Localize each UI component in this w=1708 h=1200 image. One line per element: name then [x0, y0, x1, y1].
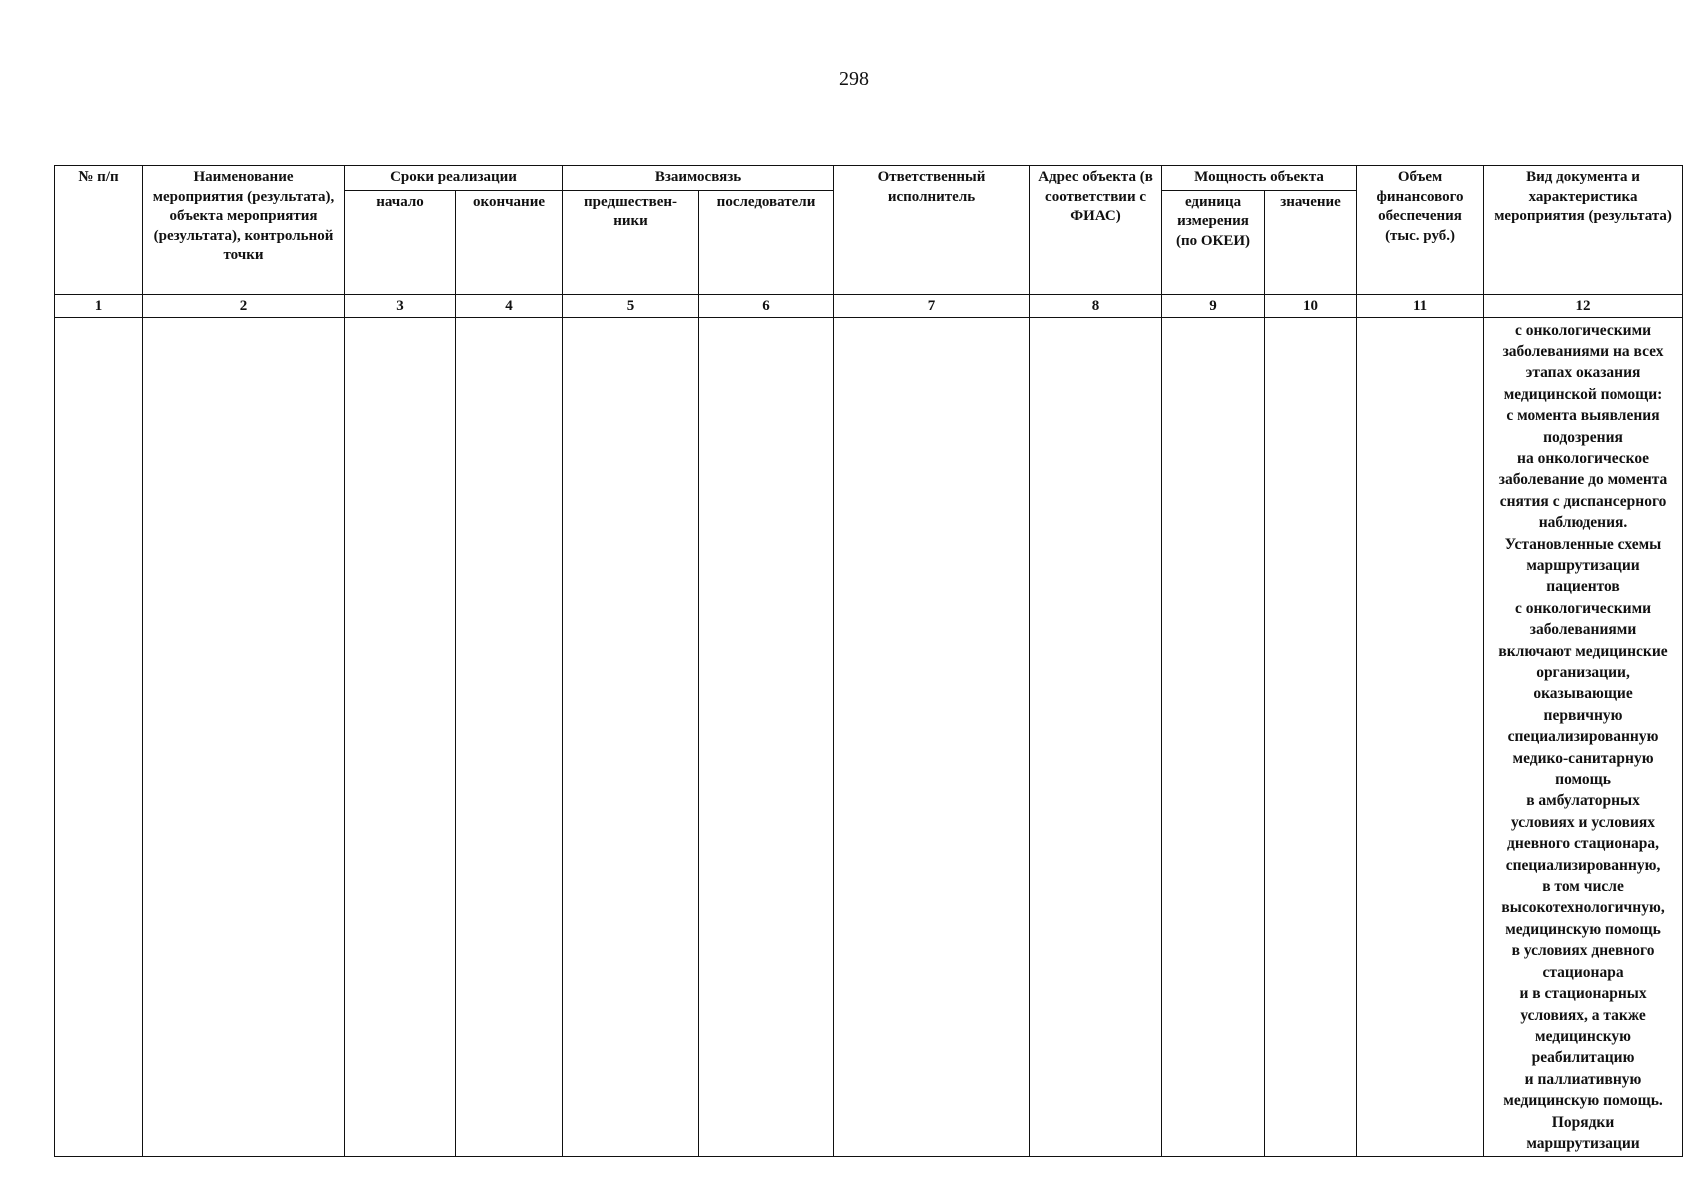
header-funding: Объем финансового обеспечения (тыс. руб.): [1357, 166, 1484, 295]
doc-line: специализированную: [1507, 728, 1659, 746]
doc-line: медико-санитарную: [1512, 749, 1654, 767]
header-terms: Сроки реализации: [345, 166, 563, 191]
header-capacity: Мощность объекта: [1162, 166, 1357, 191]
column-number: 3: [345, 294, 456, 317]
doc-line: условиях и условиях: [1511, 813, 1656, 831]
header-address: Адрес объекта (в соответствии с ФИАС): [1030, 166, 1162, 295]
doc-line: в условиях дневного: [1511, 942, 1655, 960]
doc-line: оказывающие: [1533, 685, 1633, 703]
doc-line: этапах оказания: [1525, 364, 1641, 382]
doc-line: медицинскую помощь.: [1503, 1092, 1663, 1110]
header-start: начало: [345, 190, 456, 294]
page-number: 298: [839, 68, 869, 90]
column-number: 10: [1265, 294, 1357, 317]
doc-line: высокотехнологичную,: [1501, 899, 1665, 917]
doc-line: с момента выявления: [1506, 407, 1660, 425]
header-value: значение: [1265, 190, 1357, 294]
doc-line: Установленные схемы: [1504, 535, 1662, 553]
doc-line: маршрутизации: [1526, 1134, 1640, 1152]
doc-line: наблюдения.: [1538, 514, 1628, 532]
doc-line: медицинской помощи:: [1503, 385, 1663, 403]
header-number: № п/п: [55, 166, 143, 295]
doc-line: пациентов: [1546, 578, 1620, 596]
cell-address: [1030, 317, 1162, 1157]
header-end: окончание: [456, 190, 563, 294]
doc-line: маршрутизации: [1526, 556, 1640, 574]
cell-start: [345, 317, 456, 1157]
column-number: 1: [55, 294, 143, 317]
doc-line: медицинскую помощь: [1505, 920, 1661, 938]
doc-line: и паллиативную: [1524, 1070, 1642, 1088]
cell-end: [456, 317, 563, 1157]
column-number: 5: [563, 294, 699, 317]
doc-line: заболеваниями: [1529, 621, 1637, 639]
doc-line: первичную: [1543, 706, 1623, 724]
column-number: 11: [1357, 294, 1484, 317]
header-responsible: Ответственный исполнитель: [834, 166, 1030, 295]
doc-line: заболеваниями на всех: [1502, 342, 1664, 360]
doc-line: специализированную,: [1505, 856, 1661, 874]
doc-line: дневного стационара,: [1507, 835, 1659, 853]
cell-responsible: [834, 317, 1030, 1157]
cell-predecessors: [563, 317, 699, 1157]
header-name: Наименование мероприятия (результата), объекта мероприятия (результата), контрольной точки: [143, 166, 345, 295]
doc-line: снятия с диспансерного: [1499, 492, 1667, 510]
cell-doc-description: [1484, 317, 1683, 1157]
cell-number: [55, 317, 143, 1157]
column-number: 7: [834, 294, 1030, 317]
doc-line: с онкологическими: [1514, 321, 1652, 339]
doc-line: Порядки: [1551, 1113, 1615, 1131]
header-predecessors: предшествен-ники: [563, 190, 699, 294]
doc-line: условиях, а также: [1520, 1006, 1646, 1024]
header-doc-type: Вид документа и характеристика мероприятия (результата): [1484, 166, 1683, 295]
doc-line: организации,: [1536, 664, 1630, 681]
cell-unit: [1162, 317, 1265, 1157]
doc-line: с онкологическими: [1514, 599, 1652, 617]
doc-line: и в стационарных: [1519, 985, 1647, 1003]
column-number: 4: [456, 294, 563, 317]
doc-line: реабилитацию: [1531, 1049, 1635, 1067]
doc-line: включают медицинские: [1498, 642, 1668, 660]
table-row: [55, 317, 1683, 1157]
cell-name: [143, 317, 345, 1157]
doc-line: в том числе: [1542, 878, 1624, 896]
doc-line: медицинскую: [1535, 1027, 1632, 1045]
column-number: 2: [143, 294, 345, 317]
doc-line: в амбулаторных: [1526, 792, 1640, 810]
cell-funding: [1357, 317, 1484, 1157]
doc-line: подозрения: [1543, 428, 1623, 446]
column-number: 12: [1484, 294, 1683, 317]
plan-table: [54, 165, 1683, 1157]
doc-line: на онкологическое: [1517, 449, 1650, 467]
doc-line: помощь: [1555, 771, 1611, 789]
doc-line: стационара: [1542, 963, 1624, 981]
column-number: 8: [1030, 294, 1162, 317]
header-unit: единица измерения (по ОКЕИ): [1162, 190, 1265, 294]
header-successors: последователи: [699, 190, 834, 294]
column-number-row: [55, 294, 1683, 317]
doc-line: заболевание до момента: [1498, 471, 1668, 489]
cell-successors: [699, 317, 834, 1157]
cell-value: [1265, 317, 1357, 1157]
header-link: Взаимосвязь: [563, 166, 834, 191]
column-number: 6: [699, 294, 834, 317]
column-number: 9: [1162, 294, 1265, 317]
